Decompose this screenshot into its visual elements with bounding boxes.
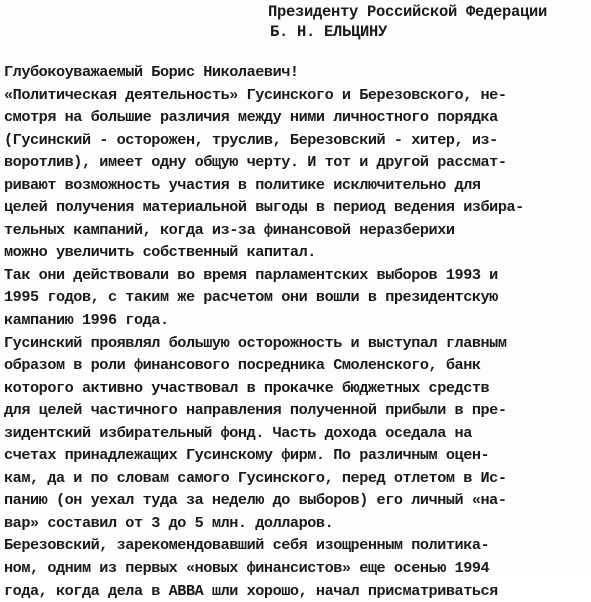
salutation: Глубокоуважаемый Борис Николаевич!: [4, 63, 299, 81]
text-line: «Политическая деятельность» Гусинского и Березовского, не-: [4, 85, 507, 104]
letter-body: [4, 61, 588, 602]
addressee-title: Президенту Российской Федерации: [268, 3, 548, 21]
text-line: Гусинский проявлял большую осторожность и выступал главным: [4, 333, 507, 352]
text-line: смотря на большие различия между ними личностного порядка: [4, 108, 498, 127]
text-line: можно увеличить собственный капитал.: [4, 243, 316, 262]
text-line: (Гусинский - осторожен, труслив, Березовский - хитер, из-: [4, 130, 498, 149]
text-line: ривают возможность участия в политике исключительно для: [4, 175, 481, 194]
text-line: панию (он уехал туда за неделю до выборов) его личный «на-: [4, 491, 507, 510]
addressee-name: Б. Н. ЕЛЬЦИНУ: [270, 23, 388, 41]
text-line: кам, да и по словам самого Гусинского, перед отлетом в Ис-: [4, 468, 507, 487]
text-line: ном, одним из первых «новых финансистов» еще осенью 1994: [4, 559, 490, 578]
text-line: тельных кампаний, когда из-за финансовой неразберихи: [4, 220, 455, 239]
text-line: зидентский избирательный фонд. Часть дохода оседала на: [4, 423, 472, 442]
text-line: кампанию 1996 года.: [4, 311, 169, 330]
text-line: Так они действовали во время парламентских выборов 1993 и: [4, 265, 498, 284]
text-line: для целей частичного направления полученной прибыли в пре-: [4, 401, 507, 420]
text-line: образом в роли финансового посредника Смоленского, банк: [4, 356, 481, 375]
addressee-block: [268, 2, 588, 42]
text-line: 1995 годов, с таким же расчетом они вошли в президентскую: [4, 288, 498, 307]
text-line: которого активно участвовал в прокачке бюджетных средств: [4, 378, 490, 397]
text-line: вар» составил от 3 до 5 млн. долларов.: [4, 513, 334, 532]
text-line: счетах принадлежащих Гусинскому фирм. По различным оцен-: [4, 446, 490, 465]
text-line: воротлив), имеет одну общую черту. И тот и другой рассмат-: [4, 153, 507, 172]
text-line: года, когда дела в АВВА шли хорошо, начал присматриваться: [4, 581, 498, 600]
text-line: целей получения материальной выгоды в период ведения избира-: [4, 198, 524, 217]
text-line: Березовский, зарекомендовавший себя изощренным политика-: [4, 536, 490, 555]
